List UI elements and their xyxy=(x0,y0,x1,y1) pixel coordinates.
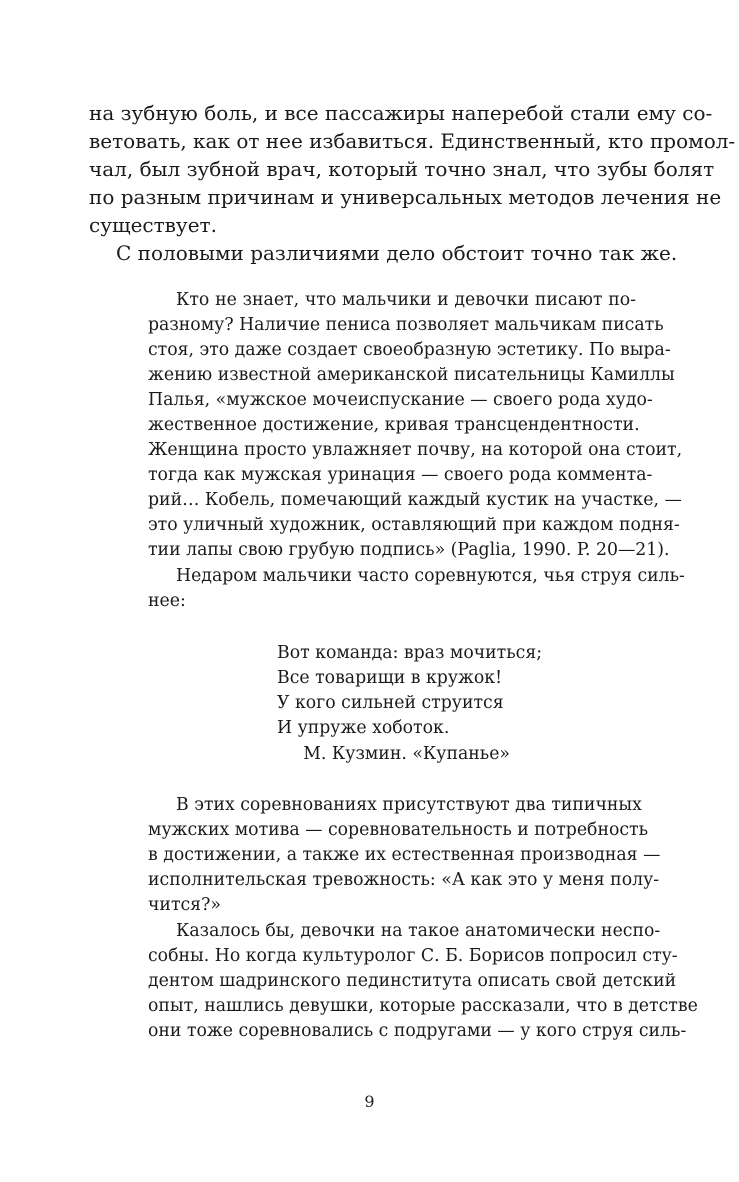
poem-line-1: Вот команда: враз мочиться; xyxy=(277,643,543,663)
quote-p1-line-6: жественное достижение, кривая трансцендентности. xyxy=(148,415,640,435)
intro-line-3: чал, был зубной врач, который точно знал, что зубы болят xyxy=(89,157,715,181)
quote-p3-line-4: исполнительская тревожность: «А как это у меня полу- xyxy=(148,870,660,890)
quote-p1-line-11: тии лапы свою грубую подпись» (Paglia, 1990. P. 20—21). xyxy=(148,540,670,560)
quote-p1-line-3: стоя, это даже создает своеобразную эстетику. По выра- xyxy=(148,340,671,360)
intro-line-1: на зубную боль, и все пассажиры наперебой стали ему со- xyxy=(89,101,713,125)
quote-p3-line-2: мужских мотива — соревновательность и потребность xyxy=(148,820,649,840)
quote-p1-line-2: разному? Наличие пениса позволяет мальчикам писать xyxy=(148,315,664,335)
poem-line-4: И упруже хоботок. xyxy=(277,718,450,738)
intro-line-2: ветовать, как от нее избавиться. Единственный, кто промол- xyxy=(89,129,736,153)
poem-line-3: У кого сильней струится xyxy=(277,693,504,713)
quote-p2-line-2: нее: xyxy=(148,591,186,611)
quote-p1-line-5: Палья, «мужское мочеиспускание — своего рода худо- xyxy=(148,390,653,410)
quote-p3-line-5: чится?» xyxy=(148,895,221,915)
quote-p3-line-1: В этих соревнованиях присутствуют два типичных xyxy=(176,795,642,815)
poem-line-2: Все товарищи в кружок! xyxy=(277,668,503,688)
quote-p1-line-4: жению известной американской писательницы Камиллы xyxy=(148,365,675,385)
quote-p1-line-1: Кто не знает, что мальчики и девочки писают по- xyxy=(176,290,636,310)
quote-p1-line-7: Женщина просто увлажняет почву, на которой она стоит, xyxy=(148,440,683,460)
poem-attribution: М. Кузмин. «Купанье» xyxy=(303,744,510,764)
intro-line-5: существует. xyxy=(89,213,217,237)
quote-p1-line-9: рий… Кобель, помечающий каждый кустик на участке, — xyxy=(148,490,682,510)
quote-p4-line-3: дентом шадринского пединститута описать свой детский xyxy=(148,971,677,991)
quote-p3-line-3: в достижении, а также их естественная производная — xyxy=(148,845,661,865)
quote-p4-line-1: Казалось бы, девочки на такое анатомически неспо- xyxy=(176,921,661,941)
summary-line: С половыми различиями дело обстоит точно так же. xyxy=(116,241,678,265)
page-number: 9 xyxy=(364,1092,375,1111)
quote-p4-line-2: собны. Но когда культуролог С. Б. Борисов попросил сту- xyxy=(148,946,678,966)
quote-p1-line-8: тогда как мужская уринация — своего рода коммента- xyxy=(148,465,653,485)
quote-p4-line-5: они тоже соревновались с подругами — у кого струя силь- xyxy=(148,1021,687,1041)
intro-line-4: по разным причинам и универсальных методов лечения не xyxy=(89,185,722,209)
quote-p2-line-1: Недаром мальчики часто соревнуются, чья струя силь- xyxy=(176,566,685,586)
quote-p4-line-4: опыт, нашлись девушки, которые рассказали, что в детстве xyxy=(148,996,698,1016)
quote-p1-line-10: это уличный художник, оставляющий при каждом подня- xyxy=(148,515,680,535)
